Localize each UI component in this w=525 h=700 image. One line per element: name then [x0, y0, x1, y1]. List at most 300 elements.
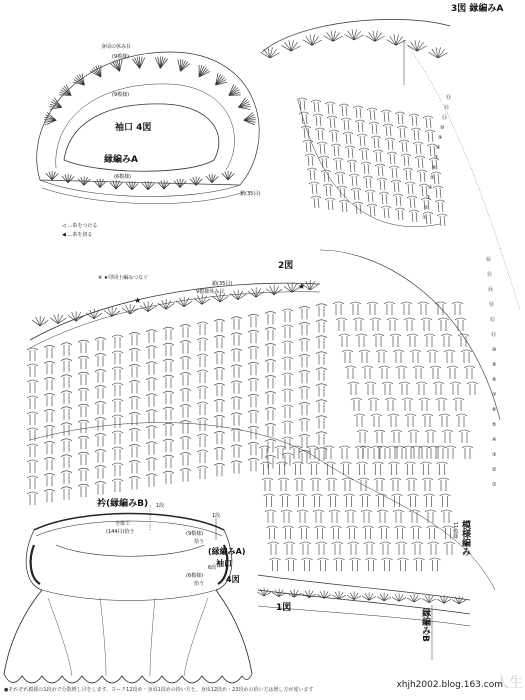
row-number: ⑩ — [440, 125, 445, 131]
stitch-mark — [407, 196, 417, 198]
stitch-mark — [345, 34, 354, 40]
stitch-mark — [384, 208, 385, 218]
stitch-mark — [402, 142, 403, 152]
stitch-mark — [148, 183, 154, 189]
stitch-mark — [387, 318, 398, 320]
stitch-mark — [27, 396, 38, 398]
stitch-mark — [362, 150, 363, 160]
stitch-mark — [381, 206, 391, 208]
stitch-mark — [299, 322, 310, 324]
stitch-mark — [456, 414, 467, 416]
stitch-mark — [366, 178, 367, 188]
stitch-mark — [450, 382, 461, 384]
stitch-mark — [354, 162, 355, 172]
stitch-mark — [248, 426, 259, 428]
stitch-mark — [100, 179, 103, 187]
stitch-mark — [367, 302, 378, 304]
stitch-mark — [348, 382, 359, 384]
stitch-mark — [306, 114, 307, 124]
stitch-mark — [331, 526, 342, 528]
stitch-mark — [418, 158, 419, 168]
stitch-mark — [398, 558, 409, 560]
stitch-mark — [396, 168, 397, 178]
stitch-mark — [385, 398, 396, 400]
stitch-mark — [180, 421, 191, 423]
stitch-mark — [333, 158, 343, 160]
stitch-mark — [395, 112, 405, 114]
row-number: ⑤ — [430, 175, 435, 181]
stitch-mark — [442, 202, 443, 212]
stitch-mark — [197, 466, 208, 468]
figure1-pattern-sub: 11模様 — [452, 522, 458, 539]
stitch-mark — [308, 156, 309, 166]
stitch-mark — [291, 46, 301, 51]
stitch-mark — [461, 350, 472, 352]
stitch-mark — [369, 122, 379, 124]
stitch-mark — [312, 40, 322, 45]
stitch-mark — [372, 192, 373, 202]
row-number: ② — [424, 205, 429, 211]
row-number: ⑪ — [491, 332, 497, 338]
stitch-mark — [120, 60, 123, 72]
stitch-mark — [335, 172, 345, 174]
stitch-mark — [270, 53, 280, 58]
stitch-mark — [376, 494, 387, 496]
stitch-mark — [265, 360, 276, 362]
stitch-mark — [366, 150, 367, 160]
stitch-mark — [300, 542, 311, 544]
stitch-mark — [342, 106, 343, 116]
stitch-mark — [393, 194, 403, 196]
sleeve-label: 袖口 — [216, 559, 232, 568]
stitch-mark — [345, 510, 356, 512]
stitch-mark — [464, 366, 475, 368]
stitch-mark — [27, 492, 38, 494]
stitch-mark — [146, 410, 157, 412]
stitch-mark — [129, 444, 140, 446]
star-icon: ★ — [298, 282, 306, 291]
stitch-mark — [264, 494, 275, 496]
stitch-mark — [305, 154, 315, 156]
stitch-mark — [282, 325, 293, 327]
stitch-mark — [407, 334, 418, 336]
stitch-mark — [374, 206, 375, 216]
stitch-mark — [357, 462, 368, 464]
stitch-mark — [397, 126, 407, 128]
stitch-mark — [44, 441, 55, 443]
stitch-mark — [410, 198, 411, 208]
stitch-mark — [436, 398, 447, 400]
stitch-mark — [409, 210, 419, 212]
stitch-mark — [339, 334, 350, 336]
stitch-mark — [112, 335, 123, 337]
stitch-mark — [438, 478, 449, 480]
stitch-mark — [370, 110, 371, 120]
stitch-mark — [317, 142, 327, 144]
stitch-mark — [27, 348, 38, 350]
stitch-mark — [440, 216, 441, 226]
stitch-mark — [387, 152, 397, 154]
stitch-mark — [304, 100, 305, 110]
stitch-mark — [442, 430, 453, 432]
stitch-mark — [248, 362, 259, 364]
stitch-mark — [354, 35, 364, 40]
stitch-mark — [129, 348, 140, 350]
stitch-mark — [351, 188, 361, 190]
stitch-mark — [280, 494, 291, 496]
stitch-mark — [336, 318, 347, 320]
stitch-mark — [78, 484, 89, 486]
stitch-mark — [78, 404, 89, 406]
stitch-mark — [265, 392, 276, 394]
stitch-mark — [95, 386, 106, 388]
stitch-mark — [296, 494, 307, 496]
row-number: ⑥ — [432, 165, 437, 171]
figure4-count-label: 鎖(35目) — [240, 191, 261, 197]
collar-label: 衿(縁編みB) — [97, 499, 149, 509]
stitch-mark — [416, 212, 417, 222]
stitch-mark — [385, 138, 395, 140]
stitch-mark — [112, 367, 123, 369]
stitch-mark — [319, 156, 329, 158]
stitch-mark — [78, 436, 89, 438]
stitch-mark — [284, 542, 295, 544]
row-number: ⑥ — [492, 407, 497, 413]
stitch-mark — [324, 36, 333, 42]
stitch-mark — [427, 526, 438, 528]
stitch-mark — [357, 430, 368, 432]
stitch-mark — [314, 102, 315, 112]
stitch-mark — [282, 341, 293, 343]
stitch-mark — [344, 494, 355, 496]
stitch-mark — [360, 108, 361, 118]
stitch-mark — [392, 140, 393, 150]
stitch-mark — [341, 118, 351, 120]
stitch-mark — [440, 494, 451, 496]
stitch-mark — [347, 526, 358, 528]
stitch-mark — [314, 198, 315, 208]
stitch-mark — [322, 130, 323, 140]
stitch-mark — [163, 439, 174, 441]
stitch-mark — [357, 134, 367, 136]
stitch-mark — [112, 463, 123, 465]
figure2-chain-label: 鎖(35目) — [212, 281, 233, 287]
stitch-mark — [390, 334, 401, 336]
stitch-mark — [333, 36, 343, 41]
stitch-mark — [426, 118, 427, 128]
stitch-mark — [163, 359, 174, 361]
stitch-mark — [382, 558, 393, 560]
stitch-mark — [283, 526, 294, 528]
stitch-mark — [197, 338, 208, 340]
stitch-mark — [338, 146, 339, 156]
stitch-mark — [398, 210, 399, 220]
fig4-ref: 4図 — [226, 575, 240, 584]
stitch-mark — [420, 144, 421, 154]
stitch-mark — [359, 350, 370, 352]
stitch-mark — [342, 350, 353, 352]
stitch-mark — [323, 184, 333, 186]
stitch-mark — [399, 140, 409, 142]
stitch-mark — [231, 445, 242, 447]
stitch-mark — [299, 434, 310, 436]
stitch-mark — [423, 116, 433, 118]
stitch-mark — [402, 114, 403, 124]
stitch-mark — [398, 114, 399, 124]
stitch-mark — [433, 382, 444, 384]
stitch-mark — [163, 455, 174, 457]
stitch-mark — [378, 138, 379, 148]
stitch-mark — [338, 174, 339, 184]
stitch-mark — [129, 364, 140, 366]
stitch-mark — [424, 334, 435, 336]
stitch-mark — [379, 366, 390, 368]
stitch-mark — [268, 542, 279, 544]
stitch-mark — [360, 204, 361, 214]
row-number: ⑬ — [446, 95, 452, 101]
stitch-mark — [95, 418, 106, 420]
row-number: ② — [492, 467, 497, 473]
stitch-mark — [299, 402, 310, 404]
stitch-mark — [310, 170, 311, 180]
stitch-mark — [302, 558, 313, 560]
stitch-mark — [314, 170, 315, 180]
stitch-mark — [265, 376, 276, 378]
stitch-mark — [354, 190, 355, 200]
figure4-edging-label: 縁編みA — [104, 155, 138, 165]
stitch-mark — [413, 366, 424, 368]
stitch-mark — [368, 164, 369, 174]
stitch-mark — [231, 317, 242, 319]
stitch-mark — [27, 460, 38, 462]
stitch-mark — [376, 350, 387, 352]
stitch-mark — [265, 440, 276, 442]
stitch-mark — [78, 388, 89, 390]
stitch-mark — [112, 431, 123, 433]
stitch-mark — [388, 208, 389, 218]
stitch-mark — [356, 108, 357, 118]
stitch-mark — [348, 542, 359, 544]
stitch-mark — [231, 413, 242, 415]
stitch-mark — [358, 122, 359, 132]
stitch-mark — [439, 414, 450, 416]
stitch-mark — [394, 182, 395, 192]
stitch-mark — [129, 332, 140, 334]
total-label: 全体で — [115, 521, 131, 527]
stitch-mark — [197, 450, 208, 452]
stitch-mark — [146, 378, 157, 380]
stitch-mark — [270, 558, 281, 560]
stitch-mark — [261, 462, 272, 464]
stitch-mark — [438, 202, 439, 212]
stitch-mark — [405, 462, 416, 464]
stitch-mark — [406, 478, 417, 480]
stitch-mark — [374, 138, 375, 148]
stitch-mark — [163, 423, 174, 425]
stitch-mark — [50, 107, 62, 109]
stitch-mark — [345, 366, 356, 368]
right-sub: (9模様) — [186, 531, 204, 537]
stitch-mark — [44, 393, 55, 395]
stitch-mark — [312, 156, 313, 166]
stitch-mark — [382, 382, 393, 384]
stitch-mark — [339, 200, 349, 202]
stitch-mark — [417, 170, 427, 172]
stitch-mark — [389, 166, 399, 168]
stitch-mark — [350, 302, 361, 304]
stitch-mark — [402, 398, 413, 400]
stitch-mark — [375, 164, 385, 166]
stitch-mark — [380, 152, 381, 162]
stitch-mark — [438, 53, 448, 58]
stitch-mark — [315, 526, 326, 528]
stitch-mark — [231, 397, 242, 399]
stitch-mark — [365, 190, 375, 192]
stitch-mark — [163, 471, 174, 473]
stitch-mark — [44, 345, 55, 347]
stitch-mark — [371, 414, 382, 416]
stitch-mark — [333, 302, 344, 304]
stitch-mark — [265, 456, 276, 458]
stitch-mark — [356, 204, 357, 214]
stitch-mark — [164, 183, 170, 189]
stitch-mark — [197, 418, 208, 420]
stitch-mark — [419, 398, 430, 400]
stitch-mark — [78, 340, 89, 342]
stitch-mark — [356, 334, 367, 336]
stitch-mark — [413, 142, 423, 144]
stitch-mark — [214, 463, 225, 465]
stitch-mark — [410, 170, 411, 180]
stitch-mark — [95, 402, 106, 404]
stitch-mark — [299, 354, 310, 356]
stitch-mark — [336, 132, 337, 142]
stitch-mark — [265, 312, 276, 314]
stitch-mark — [370, 318, 381, 320]
figure1-chart — [257, 446, 470, 660]
stitch-mark — [409, 114, 419, 116]
stitch-mark — [371, 136, 381, 138]
stitch-mark — [180, 373, 191, 375]
stitch-mark — [428, 132, 429, 142]
stitch-mark — [367, 108, 377, 110]
stitch-mark — [406, 170, 407, 180]
stitch-mark — [163, 391, 174, 393]
stitch-mark — [304, 128, 305, 138]
stitch-mark — [212, 175, 215, 183]
stitch-mark — [353, 202, 363, 204]
row-number: ⑨ — [492, 362, 497, 368]
stitch-mark — [140, 57, 143, 69]
stitch-mark — [411, 526, 422, 528]
stitch-mark — [350, 558, 361, 560]
stitch-mark — [421, 318, 432, 320]
stitch-mark — [356, 176, 357, 186]
stitch-mark — [424, 494, 435, 496]
stitch-mark — [398, 182, 399, 192]
stitch-mark — [315, 128, 325, 130]
stitch-mark — [129, 460, 140, 462]
stitch-mark — [390, 154, 391, 164]
stitch-mark — [214, 383, 225, 385]
stitch-mark — [146, 458, 157, 460]
stitch-mark — [348, 120, 349, 130]
stitch-mark — [365, 382, 376, 384]
stitch-mark — [248, 346, 259, 348]
stitch-mark — [248, 330, 259, 332]
stitch-mark — [401, 302, 412, 304]
stitch-mark — [411, 128, 421, 130]
row-number: ④ — [428, 185, 433, 191]
stitch-mark — [368, 398, 379, 400]
stitch-mark — [316, 352, 327, 354]
stitch-mark — [265, 344, 276, 346]
stitch-mark — [78, 420, 89, 422]
stitch-mark — [306, 142, 307, 152]
stitch-mark — [396, 196, 397, 206]
stitch-mark — [395, 526, 406, 528]
stitch-mark — [328, 494, 339, 496]
stitch-mark — [392, 494, 403, 496]
stitch-mark — [359, 148, 369, 150]
row-number: ③ — [426, 195, 431, 201]
stitch-mark — [462, 446, 473, 448]
stitch-mark — [355, 120, 365, 122]
stitch-mark — [214, 367, 225, 369]
stitch-mark — [100, 181, 106, 187]
stitch-mark — [327, 116, 337, 118]
stitch-mark — [370, 206, 371, 216]
stitch-mark — [330, 118, 331, 128]
stitch-mark — [214, 431, 225, 433]
stitch-mark — [311, 196, 321, 198]
stitch-mark — [410, 350, 421, 352]
stitch-mark — [129, 428, 140, 430]
stitch-mark — [299, 386, 310, 388]
stitch-mark — [400, 196, 401, 206]
row-number: ⑫ — [444, 105, 450, 111]
total-sub: (144目)拾う — [106, 529, 135, 535]
stitch-mark — [328, 104, 329, 114]
stitch-mark — [430, 214, 431, 224]
stitch-mark — [316, 416, 327, 418]
stitch-mark — [399, 382, 410, 384]
stitch-mark — [309, 462, 320, 464]
stitch-mark — [309, 182, 319, 184]
stitch-mark — [146, 330, 157, 332]
stitch-mark — [129, 396, 140, 398]
stitch-mark — [214, 447, 225, 449]
stitch-mark — [340, 188, 341, 198]
stitch-mark — [231, 381, 242, 383]
stitch-mark — [420, 172, 421, 182]
right-sub2: 拾う — [194, 539, 205, 545]
stitch-mark — [376, 124, 377, 134]
stitch-mark — [342, 174, 343, 184]
stitch-mark — [259, 446, 270, 448]
stitch-mark — [27, 476, 38, 478]
stitch-mark — [422, 414, 433, 416]
legend-cut: ◀ …糸を切る — [62, 232, 93, 238]
figure2-title: 2図 — [278, 261, 294, 271]
stitch-mark — [27, 428, 38, 430]
stitch-mark — [381, 110, 391, 112]
stitch-mark — [341, 462, 352, 464]
stitch-mark — [180, 405, 191, 407]
stitch-mark — [132, 182, 135, 190]
figure2-chart — [27, 250, 500, 590]
figure3-title: 3図 縁編みA — [451, 4, 504, 14]
